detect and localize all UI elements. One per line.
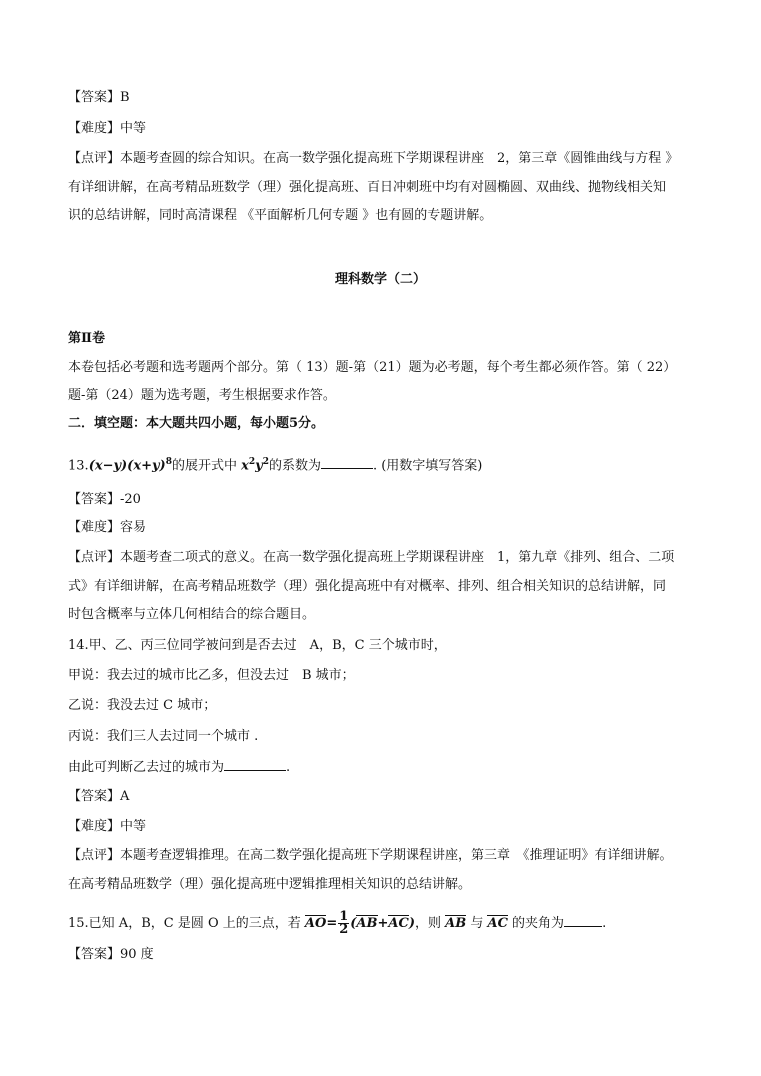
q15-text-end: 的夹角为 (507, 916, 565, 931)
q15-answer-blank (564, 914, 602, 927)
part-intro-line-1: 本卷包括必考题和选考题两个部分。第（ 13）题-第（21）题为必考题，每个考生都必须作答。第（ 22） (68, 360, 677, 375)
q15-paren-open: ( (350, 916, 357, 931)
q12-answer: 【答案】B (68, 90, 130, 105)
q13-expression: (x−y)(x+y) (88, 458, 166, 474)
q15-vector-ac-2: AC (487, 916, 508, 931)
q14-answer-blank (224, 758, 286, 771)
section-title: 理科数学（二） (334, 272, 426, 287)
part-heading: 第Ⅱ卷 (68, 331, 105, 346)
q14-comment-line-1: 【点评】本题考查逻辑推理。在高二数学强化提高班下学期课程讲座，第三章 《推理证明》有详细讲解。 (68, 848, 673, 863)
q15-text-mid: ，则 (415, 916, 446, 931)
q13-answer-blank (321, 456, 373, 469)
q15-plus: + (377, 916, 389, 931)
q15-text-dot: . (602, 916, 607, 931)
q13-exponent: 8 (165, 457, 172, 467)
q13-answer: 【答案】-20 (68, 492, 141, 507)
q14-line-3: 乙说：我没去过 C 城市； (68, 698, 217, 713)
q12-difficulty: 【难度】中等 (68, 121, 147, 136)
q13-term-y: y (255, 458, 263, 474)
q14-comment-line-2: 在高考精品班数学（理）强化提高班中逻辑推理相关知识的总结讲解。 (68, 877, 472, 892)
q13-term-x: x (241, 458, 249, 474)
q13-comment-line-3: 时包含概率与立体几何相结合的综合题目。 (68, 607, 316, 622)
q14-line-1: 14.甲、乙、丙三位同学被问到是否去过 A，B，C 三个城市时， (68, 638, 447, 653)
q15-fraction (338, 911, 349, 936)
q14-line-2: 甲说：我去过的城市比乙多，但没去过 B 城市； (68, 668, 355, 683)
q15-vector-ab: AB (356, 916, 378, 931)
q15-answer: 【答案】90 度 (68, 947, 154, 962)
q12-comment-line-1: 【点评】本题考查圆的综合知识。在高一数学强化提高班下学期课程讲座 2，第三章《圆锥曲线与方程 》 (68, 151, 679, 166)
q14-line-5-end: . (286, 760, 291, 775)
q12-comment-line-3: 识的总结讲解，同时高清课程 《平面解析几何专题 》也有圆的专题讲解。 (68, 208, 493, 223)
q15-vector-ao: AO (304, 916, 327, 931)
q15-vector-ab-2: AB (445, 916, 467, 931)
q15-fraction-denominator: 2 (339, 922, 349, 937)
q14-line-5 (68, 758, 290, 777)
q13-term-exp-1: 2 (248, 457, 256, 467)
q15-fraction-numerator: 1 (339, 909, 349, 924)
fill-in-heading: 二．填空题：本大题共四小题，每小题5分。 (68, 416, 325, 431)
q13-question (68, 453, 482, 475)
part-intro-line-2: 题-第（24）题为选考题，考生根据要求作答。 (68, 388, 336, 403)
q13-text-end: 的系数为 (268, 458, 321, 474)
q15-text-yu: 与 (466, 916, 488, 931)
q14-line-4: 丙说：我们三人去过同一个城市 . (68, 729, 259, 744)
q13-comment-line-1: 【点评】本题考查二项式的意义。在高一数学强化提高班上学期课程讲座 1，第九章《排列、组合、二项 (68, 550, 675, 565)
q13-text-mid: 的展开式中 (171, 458, 242, 474)
q14-line-5-text: 由此可判断乙去过的城市为 (68, 760, 225, 775)
q15-vector-ac: AC (388, 916, 409, 931)
q15-question (68, 911, 606, 937)
q13-difficulty: 【难度】容易 (68, 520, 147, 535)
q13-comment-line-2: 式》有详细讲解，在高考精品班数学（理）强化提高班中有对概率、排列、组合相关知识的总结讲解，同 (68, 579, 667, 594)
q14-answer: 【答案】A (68, 789, 130, 804)
q13-text-after: . (用数字填写答案) (372, 458, 483, 474)
q14-difficulty: 【难度】中等 (68, 819, 147, 834)
q13-term-exp-2: 2 (262, 457, 269, 467)
q15-paren-close: ) (408, 916, 415, 931)
q15-text-start: 15.已知 A，B，C 是圆 O 上的三点，若 (68, 916, 305, 931)
q15-equals: = (326, 916, 338, 931)
q12-comment-line-2: 有详细讲解，在高考精品班数学（理）强化提高班、百日冲刺班中均有对圆椭圆、双曲线、抛物线相关知 (68, 180, 667, 195)
q13-number: 13. (68, 458, 89, 474)
